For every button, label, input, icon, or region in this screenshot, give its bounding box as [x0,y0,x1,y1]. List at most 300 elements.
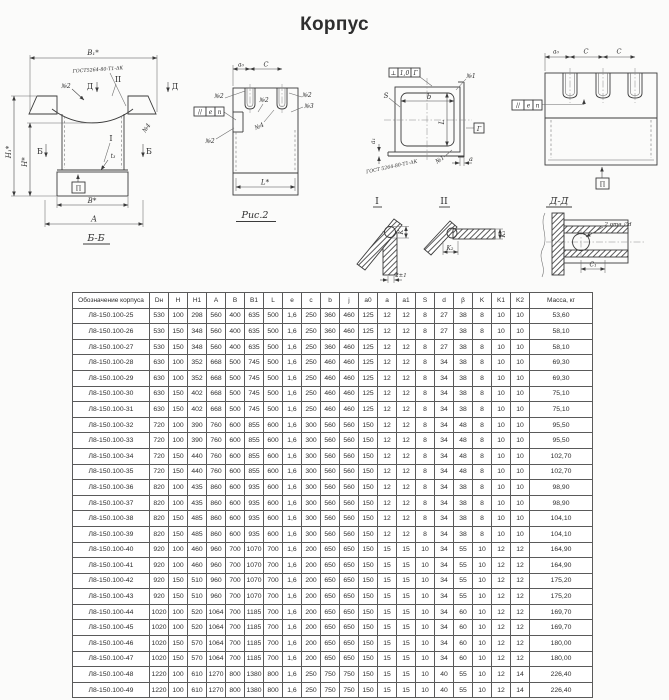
table-cell: 10 [473,651,492,667]
table-cell: 560 [321,526,340,542]
table-cell: 600 [226,495,245,511]
column-header: S [416,293,435,309]
table-cell: 104,10 [530,511,593,527]
detail-i [357,196,409,283]
table-row [73,386,593,402]
table-cell: 180,00 [530,651,593,667]
table-cell: 34 [435,495,454,511]
table-cell: 460 [340,308,359,324]
table-cell: 15 [378,542,397,558]
table-cell: 668 [207,370,226,386]
table-row [73,558,593,574]
table-cell: 150 [169,651,188,667]
table-cell: 150 [359,542,378,558]
table-cell: 635 [245,339,264,355]
table-cell: 8 [416,417,435,433]
column-header: L [264,293,283,309]
header-row [73,293,593,309]
fig4-weld-box-e: е [526,102,531,110]
table-cell: 10 [492,448,511,464]
table-cell: 400 [226,324,245,340]
table-cell: 38 [454,324,473,340]
table-cell: 390 [188,433,207,449]
table-cell: 8 [473,370,492,386]
table-cell: 150 [359,448,378,464]
table-cell: 150 [359,573,378,589]
table-cell: 520 [188,620,207,636]
table-cell: 1270 [207,667,226,683]
table-cell: 500 [264,324,283,340]
table-cell: 530 [150,324,169,340]
table-cell: Л8-150.100-31 [73,402,150,418]
table-row [73,417,593,433]
table-cell: 700 [264,573,283,589]
page-title: Корпус [300,14,369,35]
table-cell: 34 [435,386,454,402]
table-cell: 8 [473,355,492,371]
table-cell: 435 [188,495,207,511]
table-cell: 1,6 [283,402,302,418]
table-cell: 700 [264,558,283,574]
table-cell: 34 [435,448,454,464]
table-cell: 500 [226,386,245,402]
table-cell: 1380 [245,667,264,683]
table-cell: 530 [150,308,169,324]
table-cell: 600 [264,448,283,464]
table-cell: 600 [226,526,245,542]
table-cell: 12 [378,402,397,418]
table-cell: 12 [492,651,511,667]
table-cell: 10 [473,667,492,683]
fig2-weld-no2-lower-left: №2 [205,138,215,145]
table-cell: 820 [150,495,169,511]
table-cell: 10 [473,636,492,652]
table-cell: 8 [416,402,435,418]
table-cell: 34 [435,511,454,527]
table-cell: 650 [321,604,340,620]
table-cell: 1020 [150,620,169,636]
table-cell: 600 [226,417,245,433]
table-cell: 720 [150,464,169,480]
table-cell: 8 [473,448,492,464]
table-cell: Л8-150.100-35 [73,464,150,480]
table-cell: 630 [150,402,169,418]
table-cell: 560 [207,308,226,324]
table-cell: 10 [416,682,435,698]
table-cell: 12 [492,542,511,558]
table-cell: 1185 [245,636,264,652]
table-cell: 10 [416,667,435,683]
table-cell: 15 [397,542,416,558]
table-cell: 300 [302,526,321,542]
table-cell: 34 [435,402,454,418]
table-cell: 300 [302,433,321,449]
table-cell: 630 [150,386,169,402]
table-row [73,511,593,527]
fig2-weld-box-e: е [208,108,213,116]
table-cell: 510 [188,589,207,605]
table-cell: 55 [454,682,473,698]
table-cell: 12 [397,402,416,418]
table-cell: 1064 [207,604,226,620]
table-cell: 125 [359,370,378,386]
fig3-weld-no1-bottom: №1 [434,154,447,166]
table-cell: 560 [340,480,359,496]
table-cell: 150 [169,526,188,542]
table-cell: 15 [378,651,397,667]
table-cell: 200 [302,636,321,652]
table-cell: 15 [378,573,397,589]
table-cell: Л8-150.100-26 [73,324,150,340]
table-cell: Л8-150.100-48 [73,667,150,683]
table-cell: 8 [416,448,435,464]
table-cell: 300 [302,417,321,433]
fig2-caption: Рис.2 [241,210,269,221]
table-cell: 560 [207,339,226,355]
table-cell: 95,50 [530,417,593,433]
table-cell: Л8-150.100-41 [73,558,150,574]
table-cell: 8 [416,370,435,386]
table-row [73,339,593,355]
table-cell: 630 [150,355,169,371]
table-cell: 560 [340,495,359,511]
table-cell: 12 [378,370,397,386]
column-header: a [378,293,397,309]
table-cell: 500 [264,370,283,386]
table-cell: 38 [454,339,473,355]
table-cell: 150 [359,464,378,480]
table-cell: 720 [150,433,169,449]
table-cell: 1070 [245,558,264,574]
table-cell: 500 [264,355,283,371]
table-cell: 1,6 [283,651,302,667]
table-cell: 150 [359,526,378,542]
table-cell: 935 [245,511,264,527]
table-cell: 12 [378,433,397,449]
table-cell: 8 [416,495,435,511]
table-cell: 102,70 [530,464,593,480]
table-cell: 150 [359,511,378,527]
fig1-section-d-right-label: Д [171,82,179,91]
table-cell: Л8-150.100-45 [73,620,150,636]
table-cell: 12 [378,480,397,496]
table-cell: 1185 [245,620,264,636]
table-cell: 15 [378,589,397,605]
table-cell: 58,10 [530,324,593,340]
table-cell: 164,90 [530,542,593,558]
fig1-detail-i-marker: I [109,134,113,143]
table-cell: 560 [340,526,359,542]
table-cell: 860 [207,480,226,496]
table-cell: 12 [492,573,511,589]
table-cell: 10 [492,480,511,496]
table-cell: 570 [188,636,207,652]
table-cell: 1,6 [283,448,302,464]
table-cell: 460 [340,324,359,340]
table-cell: 48 [454,417,473,433]
table-cell: 150 [169,402,188,418]
table-cell: 560 [340,464,359,480]
table-cell: 150 [169,448,188,464]
table-cell: 40 [435,682,454,698]
table-cell: 8 [416,339,435,355]
table-cell: 27 [435,339,454,355]
table-cell: 750 [340,667,359,683]
table-cell: 560 [207,324,226,340]
table-cell: 12 [378,324,397,340]
table-cell: 55 [454,558,473,574]
table-cell: 150 [359,620,378,636]
fig2-weld-box-p: п [217,108,222,116]
table-row [73,355,593,371]
table-cell: 12 [492,604,511,620]
table-cell: 34 [435,651,454,667]
fig3-tolerance-symbol: ⊥ [390,69,397,77]
table-cell: 700 [226,620,245,636]
table-row [73,495,593,511]
table-cell: 60 [454,651,473,667]
table-cell: 8 [473,324,492,340]
table-cell: 460 [188,542,207,558]
detail-dd-caption: Д-Д [549,196,569,207]
table-cell: 8 [473,433,492,449]
column-header: K2 [511,293,530,309]
table-cell: 8 [473,464,492,480]
table-cell: 920 [150,589,169,605]
table-cell: 100 [169,620,188,636]
table-cell: 10 [416,636,435,652]
table-cell: 12 [397,324,416,340]
table-cell: 12 [511,589,530,605]
table-cell: 560 [340,448,359,464]
table-row [73,667,593,683]
table-cell: Л8-150.100-49 [73,682,150,698]
detail-i-caption: I [375,196,379,207]
table-cell: 150 [169,324,188,340]
table-cell: 8 [416,355,435,371]
table-cell: 8 [416,526,435,542]
table-cell: 95,50 [530,433,593,449]
table-cell: 34 [435,558,454,574]
spec-table-body [73,308,593,698]
fig1-weld-no4-label: №4 [141,122,153,135]
table-cell: 15 [378,620,397,636]
table-cell: 10 [511,339,530,355]
table-cell: 610 [188,667,207,683]
table-cell: 34 [435,526,454,542]
table-cell: 700 [226,589,245,605]
table-cell: 1,6 [283,370,302,386]
table-cell: 750 [321,667,340,683]
table-cell: 150 [169,339,188,355]
table-cell: 12 [378,339,397,355]
table-cell: 1070 [245,589,264,605]
table-cell: 300 [302,464,321,480]
table-cell: 10 [492,370,511,386]
table-cell: 150 [359,682,378,698]
fig4-p-mark: П [599,180,606,189]
table-row [73,402,593,418]
table-cell: 10 [416,542,435,558]
table-cell: 860 [207,511,226,527]
table-cell: 12 [397,480,416,496]
table-cell: 820 [150,480,169,496]
table-cell: 600 [226,511,245,527]
table-cell: Л8-150.100-47 [73,651,150,667]
table-cell: 935 [245,495,264,511]
table-cell: 150 [359,636,378,652]
table-cell: 100 [169,355,188,371]
table-cell: 12 [511,573,530,589]
table-cell: 34 [435,589,454,605]
table-cell: 10 [511,495,530,511]
fig1-dim-b-label: B* [87,197,97,205]
drawing-sheet [0,0,669,292]
table-cell: 800 [226,667,245,683]
table-cell: 12 [378,464,397,480]
table-cell: 700 [226,558,245,574]
table-cell: 69,30 [530,370,593,386]
table-cell: 460 [321,386,340,402]
column-header: d [435,293,454,309]
table-cell: 820 [150,511,169,527]
table-cell: 500 [226,370,245,386]
table-cell: 1185 [245,651,264,667]
table-cell: 650 [340,636,359,652]
table-cell: 600 [264,511,283,527]
table-cell: 60 [454,604,473,620]
table-cell: 150 [359,651,378,667]
table-cell: 34 [435,355,454,371]
table-cell: 15 [397,604,416,620]
table-cell: 800 [226,682,245,698]
table-cell: 700 [226,651,245,667]
table-cell: 650 [340,604,359,620]
column-header: A [207,293,226,309]
table-cell: 855 [245,417,264,433]
table-cell: 8 [416,308,435,324]
table-cell: 12 [397,448,416,464]
fig1-caption: Б-Б [87,233,105,244]
table-cell: 10 [492,417,511,433]
table-cell: 12 [397,526,416,542]
table-cell: 12 [378,526,397,542]
table-cell: 8 [416,433,435,449]
table-cell: 125 [359,386,378,402]
fig1-saddle-view [5,49,179,244]
table-cell: 8 [473,386,492,402]
table-cell: 15 [378,636,397,652]
table-cell: 38 [454,355,473,371]
table-cell: 10 [511,511,530,527]
table-cell: 1070 [245,542,264,558]
table-cell: 10 [492,495,511,511]
table-cell: 560 [321,433,340,449]
table-cell: 745 [245,355,264,371]
table-cell: 8 [473,480,492,496]
table-cell: 440 [188,448,207,464]
table-cell: 38 [454,511,473,527]
table-cell: 12 [492,667,511,683]
table-cell: 720 [150,448,169,464]
table-cell: 460 [321,370,340,386]
table-cell: 360 [321,308,340,324]
table-cell: 1,6 [283,526,302,542]
table-cell: 460 [340,402,359,418]
fig3-weld-no1-top: №1 [466,73,476,80]
table-cell: 48 [454,464,473,480]
table-cell: 12 [378,448,397,464]
detail-dd [541,196,646,277]
table-cell: 15 [378,667,397,683]
fig2-dim-a0-label: a₀ [238,61,244,69]
table-cell: 1,6 [283,464,302,480]
table-cell: 460 [321,355,340,371]
fig1-section-b-left-label: Б [37,147,43,156]
table-cell: 55 [454,589,473,605]
table-cell: 402 [188,386,207,402]
table-cell: 8 [473,495,492,511]
table-cell: 440 [188,464,207,480]
table-cell: Л8-150.100-38 [73,511,150,527]
table-cell: 12 [378,511,397,527]
table-cell: 60 [454,620,473,636]
table-cell: 460 [340,386,359,402]
table-cell: 300 [302,480,321,496]
fig2-dim-c-label: C [263,60,269,69]
table-cell: 98,90 [530,480,593,496]
table-cell: 960 [207,542,226,558]
table-cell: 298 [188,308,207,324]
table-cell: Л8-150.100-29 [73,370,150,386]
table-cell: 34 [435,620,454,636]
table-cell: 10 [473,573,492,589]
table-cell: 8 [416,386,435,402]
table-cell: 125 [359,324,378,340]
table-cell: 1,6 [283,542,302,558]
table-cell: 560 [321,480,340,496]
column-header: β [454,293,473,309]
table-cell: 34 [435,604,454,620]
table-row [73,526,593,542]
table-cell: 650 [321,573,340,589]
fig1-dim-t3-label: t₃ [110,153,116,160]
table-row [73,433,593,449]
column-header: b [321,293,340,309]
table-cell: 12 [511,651,530,667]
table-cell: 600 [226,480,245,496]
table-cell: 935 [245,526,264,542]
table-cell: 348 [188,324,207,340]
spec-table-head [73,293,593,309]
table-cell: 15 [397,651,416,667]
fig3-dim-l-label: L [438,119,446,125]
table-cell: 12 [492,682,511,698]
table-cell: 1020 [150,636,169,652]
column-header: a0 [359,293,378,309]
table-cell: 10 [473,542,492,558]
table-cell: Л8-150.100-30 [73,386,150,402]
fig4-dim-c1-label: C [583,47,589,56]
detail-ii-dim-k1: K₁ [500,230,507,238]
table-cell: 1,6 [283,589,302,605]
table-row [73,542,593,558]
table-cell: 15 [397,558,416,574]
table-cell: 560 [340,417,359,433]
table-cell: 100 [169,542,188,558]
table-cell: 600 [264,464,283,480]
table-cell: 125 [359,308,378,324]
